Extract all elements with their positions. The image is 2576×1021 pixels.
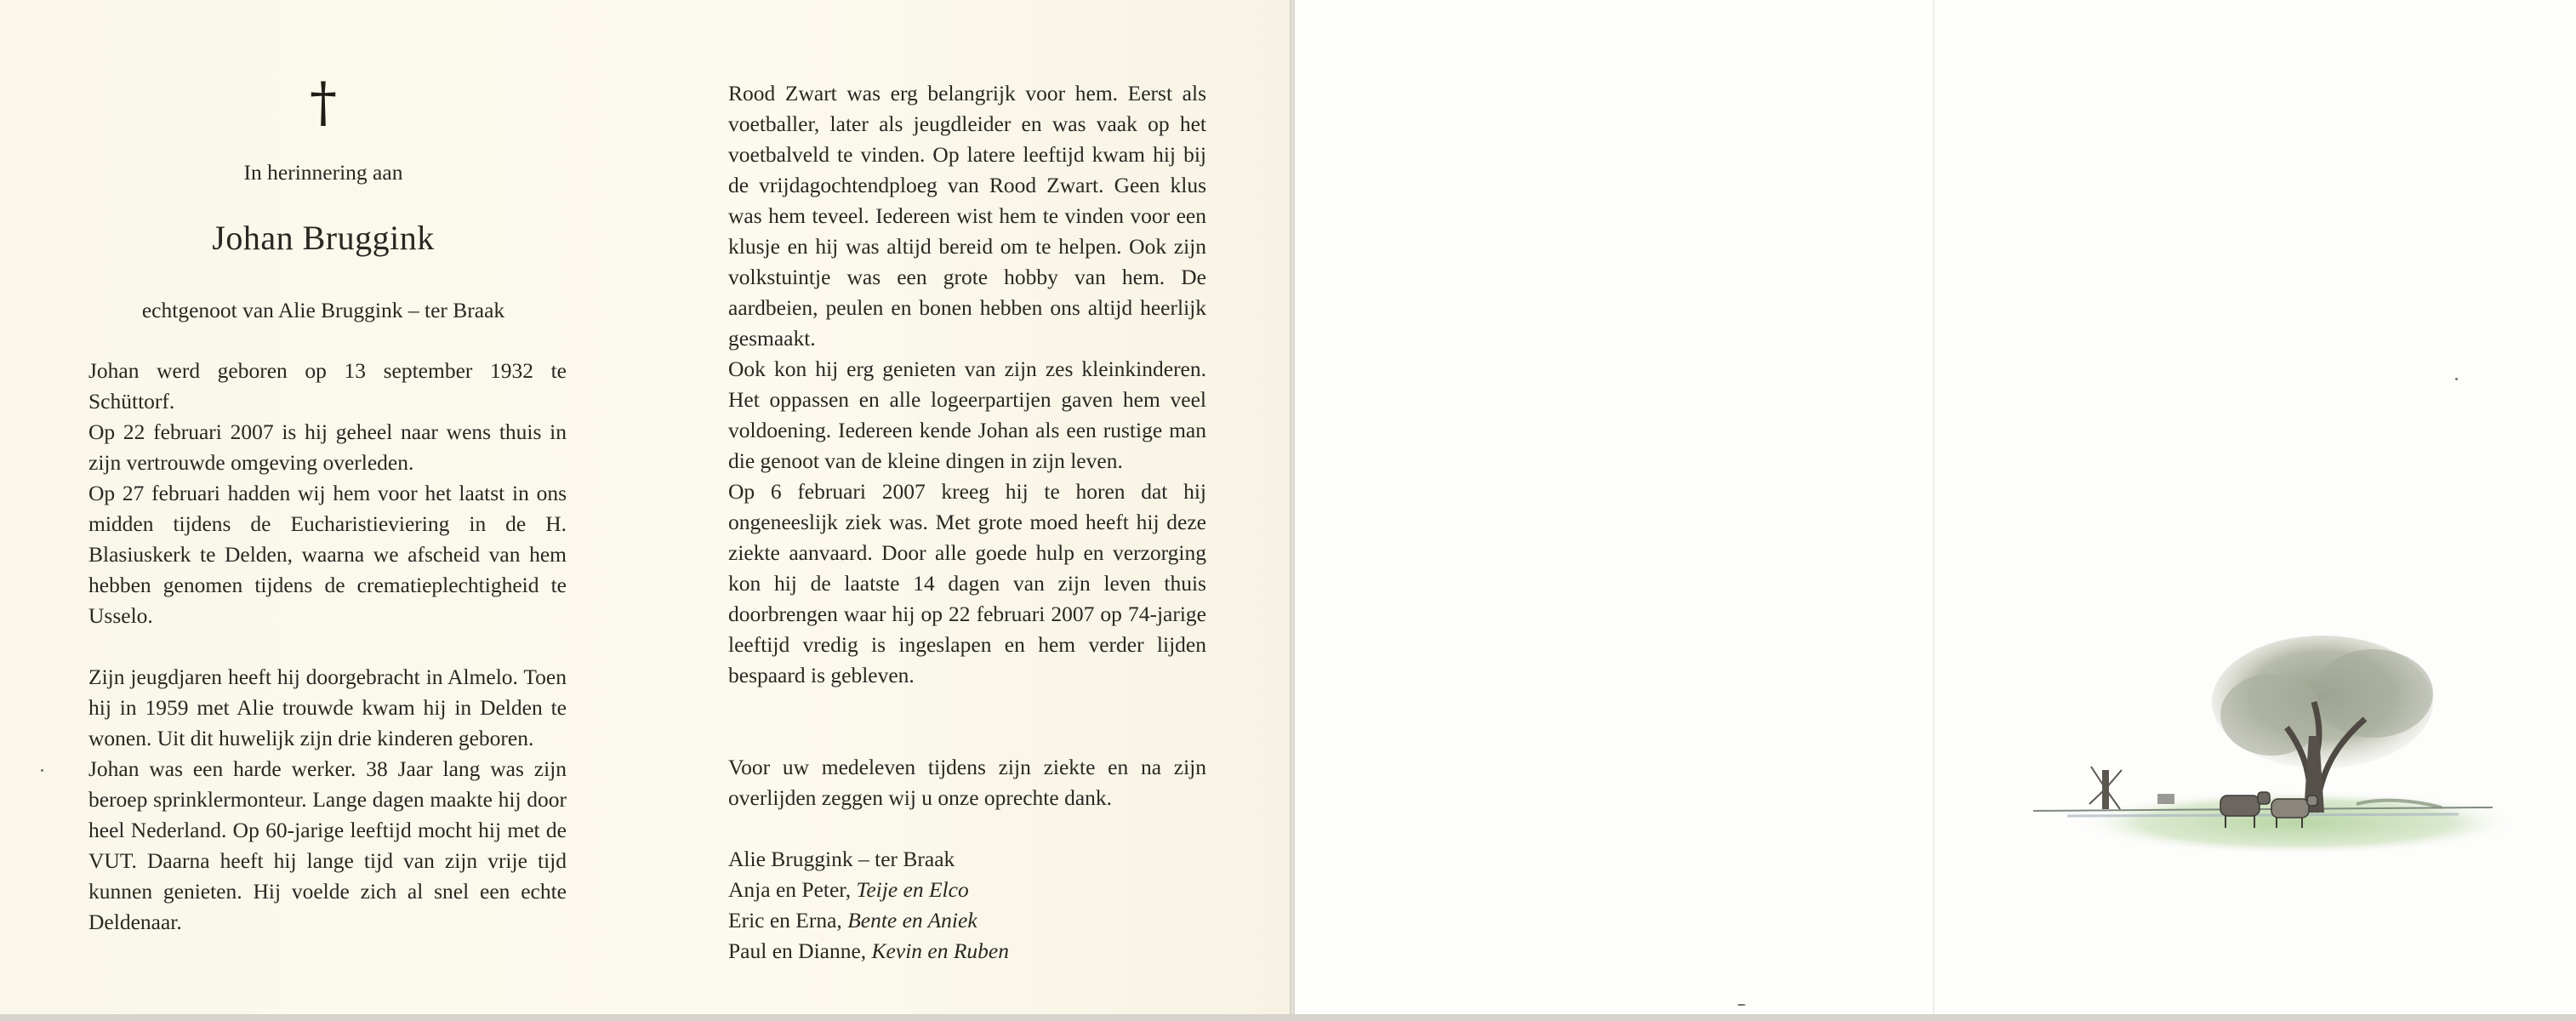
scan-speck [1737, 1004, 1746, 1006]
spouse-line: echtgenoot van Alie Bruggink – ter Braak [141, 298, 505, 322]
family-parents: Paul en Dianne, [728, 938, 872, 963]
intro-text: In herinnering aan [243, 160, 403, 185]
paragraph-grandchildren: Ook kon hij erg genieten van zijn zes kleinkinderen. Het oppassen en alle logeerpartijen gaven hem veel voldoening. Iedereen kende Johan als een rustige man die genoot van de kleine dingen in zijn leven. [728, 356, 1206, 473]
back-fold-line [1933, 0, 1935, 1014]
scan-speck [41, 769, 43, 772]
family-parents: Anja en Peter, [728, 877, 857, 902]
landscape-tree-windmill-cows-icon [2016, 634, 2510, 864]
family-parents: Alie Bruggink – ter Braak [728, 847, 955, 871]
text-column-right [728, 78, 1206, 967]
family-line [728, 844, 1206, 875]
family-children: Teije en Elco [856, 877, 969, 902]
paragraph-football: Rood Zwart was erg belangrijk voor hem. Eerst als voetballer, later als jeugdleider en was vaak op het voetbalveld te vinden. Op latere leeftijd kwam hij bij de vrijdagochtendploeg van Rood Zwart. Geen klus was hem teveel. Iedereen wist hem te vinden voor een klusje en hij was altijd bereid om te helpen. Ook zijn volkstuintje was een grote hobby van hem. De aardbeien, peulen en bonen hebben ons altijd heerlijk gesmaakt. [728, 81, 1206, 351]
scan-bottom-edge [0, 1014, 2576, 1021]
paragraph-death: Op 22 februari 2007 is hij geheel naar wens thuis in zijn vertrouwde omgeving overleden. [88, 419, 567, 475]
scan-speck [2455, 378, 2458, 380]
cross-icon: † [310, 71, 337, 134]
thanks-text: Voor uw medeleven tijdens zijn ziekte en na zijn overlijden zeggen wij u onze oprechte dank. [728, 755, 1206, 810]
family-children: Kevin en Ruben [871, 938, 1009, 963]
family-line [728, 936, 1206, 967]
family-parents: Eric en Erna, [728, 908, 848, 933]
family-line [728, 905, 1206, 936]
text-column-left [88, 356, 567, 938]
paragraph-illness: Op 6 februari 2007 kreeg hij te horen dat hij ongeneeslijk ziek was. Met grote moed heeft hij deze ziekte aanvaard. Door alle goede hulp en verzorging kon hij de laatste 14 dagen van zijn leven thuis doorbrengen waar hij op 22 februari 2007 op 74-jarige leeftijd vredig is ingeslapen en hem verder lijden bespaard is gebleven. [728, 479, 1206, 687]
family-children: Bente en Aniek [847, 908, 977, 933]
paragraph-work: Johan was een harde werker. 38 Jaar lang was zijn beroep sprinklermonteur. Lange dagen maakte hij door heel Nederland. Op 60-jarige leeftijd mocht hij met de VUT. Daarna heeft hij lange tijd van zijn vrije tijd kunnen genieten. Hij voelde zich al snel een echte Deldenaar. [88, 756, 567, 934]
paragraph-youth: Zijn jeugdjaren heeft hij doorgebracht in Almelo. Toen hij in 1959 met Alie trouwde kwam hij in Delden te wonen. Uit dit huwelijk zijn drie kinderen geboren. [88, 665, 567, 750]
paragraph-birth: Johan werd geboren op 13 september 1932 te Schüttorf. [88, 358, 567, 414]
paragraph-funeral: Op 27 februari hadden wij hem voor het laatst in ons midden tijdens de Eucharistieviering in de H. Blasiuskerk te Delden, waarna we afscheid van hem hebben genomen tijdens de crematieplechtigheid te Usselo. [88, 481, 567, 628]
deceased-name: Johan Bruggink [212, 219, 435, 257]
family-line [728, 875, 1206, 905]
